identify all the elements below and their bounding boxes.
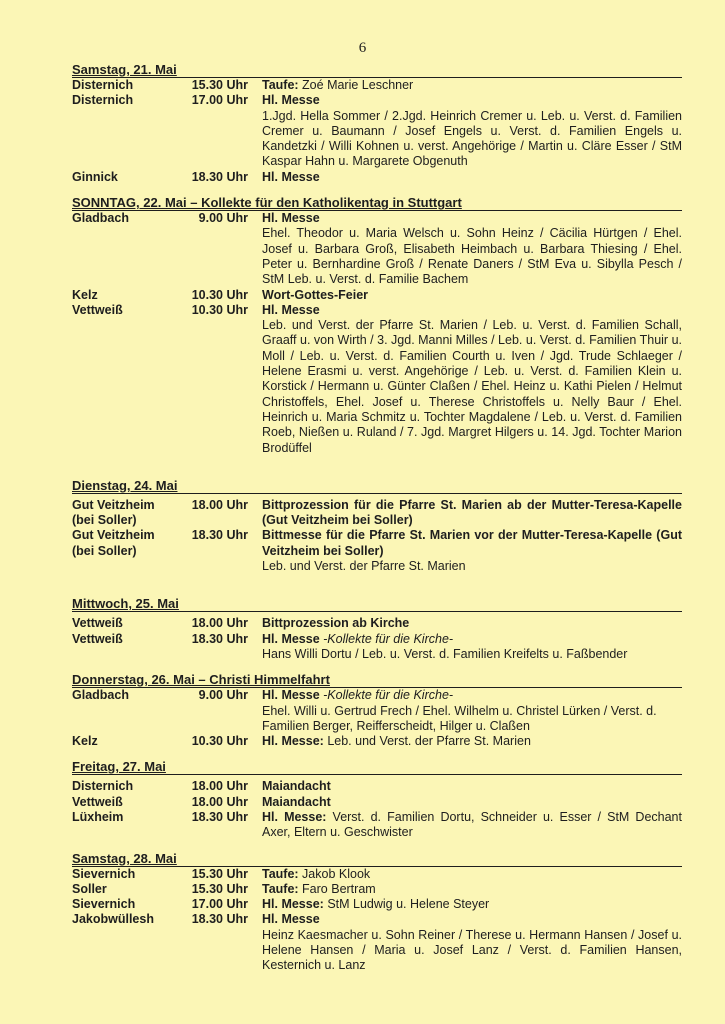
service-text: Faro Bertram	[298, 881, 376, 896]
service-description	[262, 734, 682, 749]
time: 15.30 Uhr	[191, 881, 248, 896]
location: Ginnick	[72, 169, 118, 184]
service-row	[72, 897, 682, 912]
day-section	[72, 62, 682, 185]
time: 18.00 Uhr	[191, 779, 248, 794]
service-label: Wort-Gottes-Feier	[262, 287, 369, 302]
location: Soller	[72, 881, 107, 896]
service-row	[72, 616, 682, 631]
service-label: Hl. Messe	[262, 688, 320, 703]
service-label: Taufe:	[262, 881, 299, 896]
day-header: Dienstag, 24. Mai	[72, 478, 682, 494]
service-label: Maiandacht	[262, 779, 331, 794]
day-header: Donnerstag, 26. Mai – Christi Himmelfahrt	[72, 672, 682, 688]
day-section	[72, 672, 682, 749]
service-row	[72, 882, 682, 897]
location: Kelz	[72, 734, 98, 749]
service-label: Taufe:	[262, 78, 299, 92]
service-row	[72, 779, 682, 794]
mass-intentions: Hans Willi Dortu / Leb. u. Verst. d. Familien Kreifelts u. Faßbender	[262, 646, 628, 661]
service-row	[72, 303, 682, 456]
location: Sievernich	[72, 866, 136, 881]
service-row	[72, 528, 682, 574]
service-text: Jakob Klook	[298, 866, 371, 881]
time: 9.00 Uhr	[198, 211, 248, 226]
day-header: Mittwoch, 25. Mai	[72, 596, 682, 612]
time: 9.00 Uhr	[198, 688, 248, 703]
location: Disternich	[72, 93, 134, 108]
location: Disternich	[72, 78, 134, 92]
service-row	[72, 78, 682, 93]
location: Gladbach	[72, 211, 129, 226]
time: 17.00 Uhr	[191, 897, 248, 912]
mass-intentions: 1.Jgd. Hella Sommer / 2.Jgd. Heinrich Cremer u. Leb. u. Verst. d. Familien Cremer u. Baumann / Josef Engels u. Verst. d. Familien Engels u. Kandetzki / Willi Kohnen u. verst. Angehörige / Martin u. Cläre Esser / StM Kaspar Hahn u. Margarete Obgenuth	[262, 108, 682, 169]
location: Lüxheim	[72, 809, 124, 824]
time: 18.30 Uhr	[191, 912, 248, 927]
service-row	[72, 810, 682, 841]
service-description	[262, 528, 682, 574]
day-header: Freitag, 27. Mai	[72, 759, 682, 775]
service-row	[72, 688, 682, 734]
time: 18.00 Uhr	[191, 497, 248, 512]
location	[72, 528, 184, 574]
collection-note: -Kollekte für die Kirche-	[319, 688, 454, 703]
service-description	[262, 93, 682, 169]
service-row	[72, 170, 682, 185]
mass-intentions: Ehel. Willi u. Gertrud Frech / Ehel. Wilhelm u. Christel Lürken / Verst. d. Familien Berger, Reifferscheidt, Hilger u. Claßen	[262, 703, 657, 733]
service-text: Leb. und Verst. der Pfarre St. Marien	[323, 734, 531, 749]
service-description	[262, 78, 682, 93]
service-description	[262, 211, 682, 287]
location-note: (bei Soller)	[72, 543, 137, 558]
mass-intentions: Leb. und Verst. der Pfarre St. Marien / Leb. u. Verst. d. Familien Schall, Graaff u. von Wirth / 3. Jgd. Manni Milles / Leb. u. Verst. d. Familien Thuir u. Moll / Leb. u. Verst. d. Familien Courth u. Iven / Jgd. Trude Schlaeger / Helene Erasmi u. verst. Angehörige / Leb. u. Verst. d. Familien Klein u. Korstick / Hermann u. Günter Claßen / Ehel. Heinz u. Kathi Pielen / Helmut Christoffels, Ehel. Josef u. Therese Christoffels u. Nelly Baur / Ehel. Heinrich u. Maria Schmitz u. Tochter Magdalene / Leb. u. Verst. d. Familien Roeb, Nießen u. Ruland / 7. Jgd. Margret Hilgers u. 14. Jgd. Tochter Marion Brodüffel	[262, 318, 682, 455]
service-label: Hl. Messe	[262, 631, 320, 646]
service-label: Maiandacht	[262, 794, 331, 809]
service-description	[262, 810, 682, 841]
time: 15.30 Uhr	[191, 78, 248, 92]
service-description	[262, 897, 682, 912]
time: 10.30 Uhr	[191, 287, 248, 302]
location: Vettweiß	[72, 302, 123, 317]
mass-intentions: Ehel. Theodor u. Maria Welsch u. Sohn Heinz / Cäcilia Hürtgen / Ehel. Josef u. Barbara Groß, Elisabeth Heimbach u. Barbara Thiesing / Ehel. Peter u. Bernhardine Groß / Renate Daners / StM Eva u. Sibylla Pesch / StM Leb. u. Verst. d. Familie Bachem	[262, 226, 682, 287]
service-label: Hl. Messe	[262, 93, 320, 108]
collection-note: -Kollekte für die Kirche-	[319, 631, 454, 646]
service-row	[72, 632, 682, 663]
page-number: 6	[358, 40, 367, 56]
time: 10.30 Uhr	[191, 302, 248, 317]
time: 18.00 Uhr	[191, 794, 248, 809]
service-label: Hl. Messe:	[262, 734, 324, 749]
location	[72, 498, 184, 529]
service-row	[72, 93, 682, 169]
service-label: Hl. Messe:	[262, 809, 327, 824]
service-label: Hl. Messe	[262, 302, 320, 317]
service-row	[72, 867, 682, 882]
service-row	[72, 795, 682, 810]
location: Disternich	[72, 779, 134, 794]
service-description	[262, 912, 682, 973]
time: 17.00 Uhr	[191, 93, 248, 108]
service-label: Hl. Messe	[262, 169, 320, 184]
location: Vettweiß	[72, 616, 123, 631]
service-description	[262, 303, 682, 456]
service-row	[72, 734, 682, 749]
service-text: Zoé Marie Leschner	[298, 78, 414, 92]
schedule	[72, 62, 682, 974]
location: Sievernich	[72, 897, 136, 912]
service-label: Bittprozession für die Pfarre St. Marien ab der Mutter-Teresa-Kapelle (Gut Veitzheim bei Soller)	[262, 497, 682, 528]
time: 15.30 Uhr	[191, 866, 248, 881]
location: Vettweiß	[72, 631, 123, 646]
service-row	[72, 288, 682, 303]
service-description	[262, 867, 682, 882]
mass-intentions: Leb. und Verst. der Pfarre St. Marien	[262, 559, 466, 574]
time: 18.30 Uhr	[191, 169, 248, 184]
service-label: Taufe:	[262, 866, 299, 881]
day-section	[72, 759, 682, 840]
location-note: (bei Soller)	[72, 513, 137, 528]
service-label: Hl. Messe:	[262, 897, 324, 912]
day-header: SONNTAG, 22. Mai – Kollekte für den Katholikentag in Stuttgart	[72, 195, 682, 211]
day-section	[72, 596, 682, 662]
mass-intentions: Heinz Kaesmacher u. Sohn Reiner / Therese u. Hermann Hansen / Josef u. Helene Hansen / Maria u. Josef Lanz / Verst. d. Familien Hansen, Kesternich u. Lanz	[262, 927, 682, 973]
time: 10.30 Uhr	[191, 734, 248, 749]
location: Jakobwüllesh	[72, 912, 154, 927]
day-section	[72, 478, 682, 574]
service-label: Hl. Messe	[262, 912, 320, 927]
time: 18.00 Uhr	[191, 616, 248, 631]
service-label: Bittmesse für die Pfarre St. Marien vor der Mutter-Teresa-Kapelle (Gut Veitzheim bei Soller)	[262, 528, 682, 558]
location-name: Gut Veitzheim	[72, 497, 155, 512]
service-row	[72, 211, 682, 287]
day-section	[72, 851, 682, 974]
day-header: Samstag, 21. Mai	[72, 62, 682, 78]
time: 18.30 Uhr	[191, 809, 248, 824]
day-header: Samstag, 28. Mai	[72, 851, 682, 867]
service-row	[72, 498, 682, 529]
service-text: StM Ludwig u. Helene Steyer	[323, 897, 490, 912]
service-description	[262, 688, 682, 734]
service-text: Verst. d. Familien Dortu, Schneider u. Esser / StM Dechant Axer, Eltern u. Geschwister	[262, 809, 682, 840]
location: Gladbach	[72, 688, 129, 703]
service-row	[72, 912, 682, 973]
service-label: Bittprozession ab Kirche	[262, 616, 410, 631]
location: Vettweiß	[72, 794, 123, 809]
location-name: Gut Veitzheim	[72, 528, 155, 543]
location: Kelz	[72, 287, 98, 302]
service-label: Hl. Messe	[262, 211, 320, 226]
service-description	[262, 632, 682, 663]
day-section	[72, 195, 682, 456]
service-description	[262, 882, 682, 897]
time: 18.30 Uhr	[191, 631, 248, 646]
time: 18.30 Uhr	[191, 528, 248, 543]
